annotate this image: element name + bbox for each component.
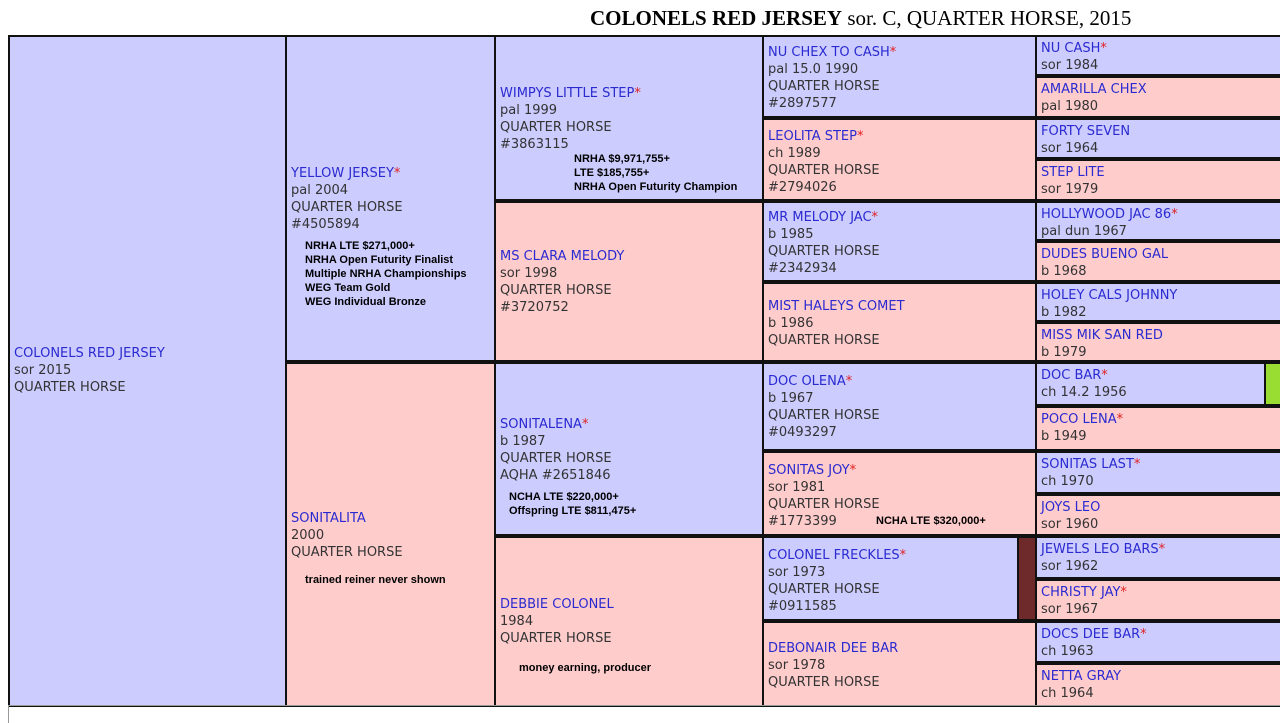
horse-name-link[interactable]: [1041, 40, 1278, 57]
horse-detail: QUARTER HORSE: [768, 244, 880, 259]
horse-name-link[interactable]: [500, 596, 760, 613]
horse-detail: b 1982: [1041, 305, 1087, 320]
horse-detail: #0493297: [768, 425, 837, 440]
achievement-note: Offspring LTE $811,475+: [509, 505, 637, 517]
grandsire-cell: [494, 35, 764, 201]
horse-name: MIST HALEYS COMET: [768, 299, 905, 314]
horse-detail: QUARTER HORSE: [768, 333, 880, 348]
registered-marker: *: [899, 548, 907, 563]
horse-detail: QUARTER HORSE: [768, 497, 880, 512]
horse-detail: QUARTER HORSE: [768, 582, 880, 597]
horse-info: [1041, 668, 1278, 702]
ancestor-sire-cell: [1035, 118, 1280, 159]
horse-detail: sor 1967: [1041, 602, 1099, 617]
horse-name-link[interactable]: [1041, 327, 1278, 344]
great-grandsire-cell: [762, 362, 1037, 451]
horse-name-link[interactable]: [768, 547, 1033, 564]
achievement-note: NCHA LTE $320,000+: [876, 515, 986, 527]
registered-marker: *: [1101, 368, 1108, 383]
horse-detail: AQHA #2651846: [500, 468, 611, 483]
horse-detail: sor 1978: [768, 658, 826, 673]
achievement-note: money earning, producer: [519, 662, 652, 674]
horse-name: DOCS DEE BAR: [1041, 627, 1141, 642]
subject-horse-cell: [8, 35, 287, 707]
horse-name: SONITALENA: [500, 417, 582, 432]
horse-name: LEOLITA STEP: [768, 129, 857, 144]
horse-name: DEBBIE COLONEL: [500, 597, 614, 612]
color-swatch: [1264, 364, 1280, 404]
horse-name-link[interactable]: [1041, 668, 1278, 685]
horse-info: [1041, 327, 1278, 361]
horse-name: STEP LITE: [1041, 165, 1105, 180]
horse-detail: #1773399: [768, 514, 837, 529]
horse-name: NU CASH: [1041, 41, 1101, 56]
horse-name: DOC OLENA: [768, 374, 846, 389]
horse-name: SONITAS JOY: [768, 463, 850, 478]
great-granddam-cell: [762, 118, 1037, 201]
horse-detail: #3720752: [500, 300, 569, 315]
horse-name-link[interactable]: [500, 85, 760, 102]
horse-detail: QUARTER HORSE: [768, 163, 880, 178]
granddam-cell: [494, 536, 764, 707]
horse-detail: b 1985: [768, 227, 814, 242]
horse-detail: ch 1970: [1041, 474, 1094, 489]
horse-info: [1041, 626, 1278, 660]
registered-marker: *: [1171, 207, 1178, 222]
achievement-note: Multiple NRHA Championships: [305, 268, 467, 280]
horse-name: FORTY SEVEN: [1041, 124, 1131, 139]
horse-name-link[interactable]: [500, 248, 760, 265]
horse-name-link[interactable]: [1041, 626, 1278, 643]
horse-name: JEWELS LEO BARS: [1041, 542, 1159, 557]
horse-detail: ch 1989: [768, 146, 821, 161]
horse-detail: pal 2004: [291, 183, 349, 198]
achievement-notes: [574, 152, 760, 194]
horse-name-link[interactable]: [1041, 123, 1278, 140]
horse-detail: b 1987: [500, 434, 546, 449]
horse-name-link[interactable]: [1041, 367, 1278, 384]
horse-detail: ch 1963: [1041, 644, 1094, 659]
horse-name: MS CLARA MELODY: [500, 249, 625, 264]
sire-cell: [285, 35, 496, 362]
horse-name: HOLEY CALS JOHNNY: [1041, 288, 1178, 303]
horse-detail: QUARTER HORSE: [291, 200, 403, 215]
page-title-details: sor. C, QUARTER HORSE, 2015: [842, 6, 1132, 30]
horse-name-link[interactable]: [291, 165, 492, 182]
horse-detail: QUARTER HORSE: [500, 451, 612, 466]
achievement-note: WEG Team Gold: [305, 282, 391, 294]
ancestor-dam-cell: [1035, 322, 1280, 362]
horse-detail: QUARTER HORSE: [500, 631, 612, 646]
ancestor-sire-cell: [1035, 362, 1280, 406]
horse-detail: ch 14.2 1956: [1041, 385, 1127, 400]
horse-detail: sor 1962: [1041, 559, 1099, 574]
horse-detail: QUARTER HORSE: [768, 675, 880, 690]
horse-info: [1041, 411, 1278, 445]
horse-info: [500, 85, 760, 194]
horse-name: WIMPYS LITTLE STEP: [500, 86, 635, 101]
horse-detail: QUARTER HORSE: [500, 283, 612, 298]
ancestor-sire-cell: [1035, 451, 1280, 494]
divider: [8, 705, 1280, 723]
horse-detail: b 1967: [768, 391, 814, 406]
horse-name-link[interactable]: [291, 510, 492, 527]
registered-marker: *: [889, 45, 897, 60]
horse-info: [768, 640, 1033, 691]
horse-detail: 2000: [291, 528, 325, 543]
achievement-notes: [519, 661, 760, 675]
horse-info: [1041, 367, 1278, 401]
horse-detail: #2897577: [768, 96, 837, 111]
horse-detail: pal dun 1967: [1041, 224, 1127, 239]
horse-detail: QUARTER HORSE: [14, 380, 126, 395]
horse-name-link[interactable]: [768, 298, 1033, 315]
horse-name: AMARILLA CHEX: [1041, 82, 1147, 97]
achievement-notes: [305, 239, 492, 309]
horse-info: [1041, 81, 1278, 115]
achievement-note: LTE $185,755+: [574, 167, 650, 179]
ancestor-sire-cell: [1035, 621, 1280, 663]
horse-detail: b 1979: [1041, 345, 1087, 360]
achievement-note: NRHA $9,971,755+: [574, 153, 670, 165]
ancestor-dam-cell: [1035, 241, 1280, 282]
horse-name: NU CHEX TO CASH: [768, 45, 890, 60]
horse-detail: b 1968: [1041, 264, 1087, 279]
ancestor-dam-cell: [1035, 494, 1280, 536]
horse-detail: QUARTER HORSE: [500, 120, 612, 135]
horse-info: [1041, 584, 1278, 618]
achievement-notes: [305, 573, 492, 587]
horse-name-link[interactable]: [768, 128, 1033, 145]
horse-name-link[interactable]: [1041, 541, 1278, 558]
horse-detail: ch 1964: [1041, 686, 1094, 701]
ancestor-sire-cell: [1035, 35, 1280, 76]
great-grandsire-cell: [762, 35, 1037, 118]
horse-detail: sor 1979: [1041, 182, 1099, 197]
horse-name: POCO LENA: [1041, 412, 1117, 427]
ancestor-dam-cell: [1035, 663, 1280, 707]
horse-detail: sor 1964: [1041, 141, 1099, 156]
horse-detail: sor 1998: [500, 266, 558, 281]
horse-name-link[interactable]: [768, 373, 1033, 390]
horse-name-link[interactable]: [500, 416, 760, 433]
horse-detail: pal 1999: [500, 103, 558, 118]
horse-name: MISS MIK SAN RED: [1041, 328, 1163, 343]
horse-name: NETTA GRAY: [1041, 669, 1122, 684]
horse-info: [768, 298, 1033, 349]
granddam-cell: [494, 201, 764, 362]
horse-info: [768, 128, 1033, 196]
horse-name: HOLLYWOOD JAC 86: [1041, 207, 1172, 222]
horse-name-link[interactable]: [1041, 206, 1278, 223]
page-title: [590, 6, 1131, 31]
horse-info: [500, 416, 760, 518]
horse-info: [768, 209, 1033, 277]
great-grandsire-cell: [762, 201, 1037, 282]
achievement-notes: [509, 490, 760, 518]
horse-info: [291, 510, 492, 587]
horse-name: COLONELS RED JERSEY: [14, 346, 165, 361]
horse-detail: QUARTER HORSE: [768, 408, 880, 423]
horse-name-link[interactable]: [1041, 456, 1278, 473]
horse-info: [1041, 287, 1278, 321]
horse-name-link[interactable]: [1041, 246, 1278, 263]
horse-name-link[interactable]: [768, 209, 1033, 226]
horse-detail: sor 1984: [1041, 58, 1099, 73]
horse-name-link[interactable]: [14, 345, 283, 362]
achievement-note: NRHA Open Futurity Finalist: [305, 254, 454, 266]
color-swatch: [1017, 538, 1035, 619]
horse-detail: QUARTER HORSE: [768, 79, 880, 94]
registered-marker: *: [871, 210, 879, 225]
horse-info: [14, 345, 283, 396]
registered-marker: *: [1100, 41, 1107, 56]
horse-name: DOC BAR: [1041, 368, 1102, 383]
ancestor-dam-cell: [1035, 579, 1280, 621]
horse-name-link[interactable]: [1041, 287, 1278, 304]
horse-info: [291, 165, 492, 309]
ancestor-dam-cell: [1035, 406, 1280, 451]
registered-marker: *: [581, 417, 589, 432]
horse-name: MR MELODY JAC: [768, 210, 872, 225]
ancestor-dam-cell: [1035, 159, 1280, 201]
horse-name: DUDES BUENO GAL: [1041, 247, 1169, 262]
horse-name-link[interactable]: [1041, 499, 1278, 516]
horse-info: [1041, 164, 1278, 198]
horse-info: [500, 248, 760, 316]
registered-marker: *: [634, 86, 641, 101]
ancestor-sire-cell: [1035, 201, 1280, 241]
dam-cell: [285, 362, 496, 707]
registered-marker: *: [856, 129, 864, 144]
great-grandsire-cell: [762, 536, 1037, 621]
horse-name: CHRISTY JAY: [1041, 585, 1121, 600]
horse-name: SONITAS LAST: [1041, 457, 1134, 472]
horse-name-link[interactable]: [768, 462, 1033, 479]
achievement-note: NRHA LTE $271,000+: [305, 240, 415, 252]
horse-name-link[interactable]: [1041, 411, 1278, 428]
page-title-name: COLONELS RED JERSEY: [590, 6, 843, 30]
horse-detail: #2342934: [768, 261, 837, 276]
horse-detail: 1984: [500, 614, 534, 629]
horse-name: SONITALITA: [291, 511, 366, 526]
horse-detail: b 1949: [1041, 429, 1087, 444]
great-granddam-cell: [762, 451, 1037, 536]
horse-detail: #3863115: [500, 137, 569, 152]
horse-info: [768, 373, 1033, 441]
horse-name-link[interactable]: [768, 44, 1033, 61]
horse-detail: #2794026: [768, 180, 837, 195]
horse-info: [500, 596, 760, 675]
great-granddam-cell: [762, 282, 1037, 362]
ancestor-dam-cell: [1035, 76, 1280, 118]
horse-name: DEBONAIR DEE BAR: [768, 641, 899, 656]
registered-marker: *: [1116, 412, 1124, 427]
horse-detail: #4505894: [291, 217, 360, 232]
registered-marker: *: [1158, 542, 1166, 557]
registered-marker: *: [1140, 627, 1147, 642]
horse-name: COLONEL FRECKLES: [768, 548, 900, 563]
horse-name-link[interactable]: [768, 640, 1033, 657]
horse-detail: b 1986: [768, 316, 814, 331]
registered-marker: *: [1133, 457, 1141, 472]
horse-detail: sor 2015: [14, 363, 72, 378]
horse-name-link[interactable]: [1041, 81, 1278, 98]
achievement-note: WEG Individual Bronze: [305, 296, 427, 308]
horse-info: [1041, 206, 1278, 240]
horse-info: [1041, 40, 1278, 74]
horse-name-link[interactable]: [1041, 584, 1278, 601]
horse-info: [1041, 499, 1278, 533]
horse-detail: pal 1980: [1041, 99, 1099, 114]
horse-detail: sor 1960: [1041, 517, 1099, 532]
registered-marker: *: [845, 374, 853, 389]
horse-detail: pal 15.0 1990: [768, 62, 859, 77]
registered-marker: *: [849, 463, 857, 478]
ancestor-sire-cell: [1035, 536, 1280, 579]
ancestor-sire-cell: [1035, 282, 1280, 322]
horse-info: [1041, 456, 1278, 490]
horse-name: JOYS LEO: [1041, 500, 1101, 515]
horse-detail: sor 1973: [768, 565, 826, 580]
registered-marker: *: [1120, 585, 1127, 600]
horse-detail: QUARTER HORSE: [291, 545, 403, 560]
horse-name-link[interactable]: [1041, 164, 1278, 181]
achievement-note: NRHA Open Futurity Champion: [574, 181, 738, 193]
registered-marker: *: [393, 166, 401, 181]
grandsire-cell: [494, 362, 764, 536]
horse-detail: sor 1981: [768, 480, 826, 495]
horse-detail: #0911585: [768, 599, 837, 614]
achievement-note: trained reiner never shown: [305, 574, 446, 586]
horse-info: [768, 44, 1033, 112]
horse-info: [1041, 541, 1278, 575]
horse-info: [1041, 246, 1278, 280]
horse-info: [1041, 123, 1278, 157]
horse-name: YELLOW JERSEY: [291, 166, 394, 181]
horse-info: [768, 547, 1033, 615]
great-granddam-cell: [762, 621, 1037, 707]
achievement-note: NCHA LTE $220,000+: [509, 491, 619, 503]
